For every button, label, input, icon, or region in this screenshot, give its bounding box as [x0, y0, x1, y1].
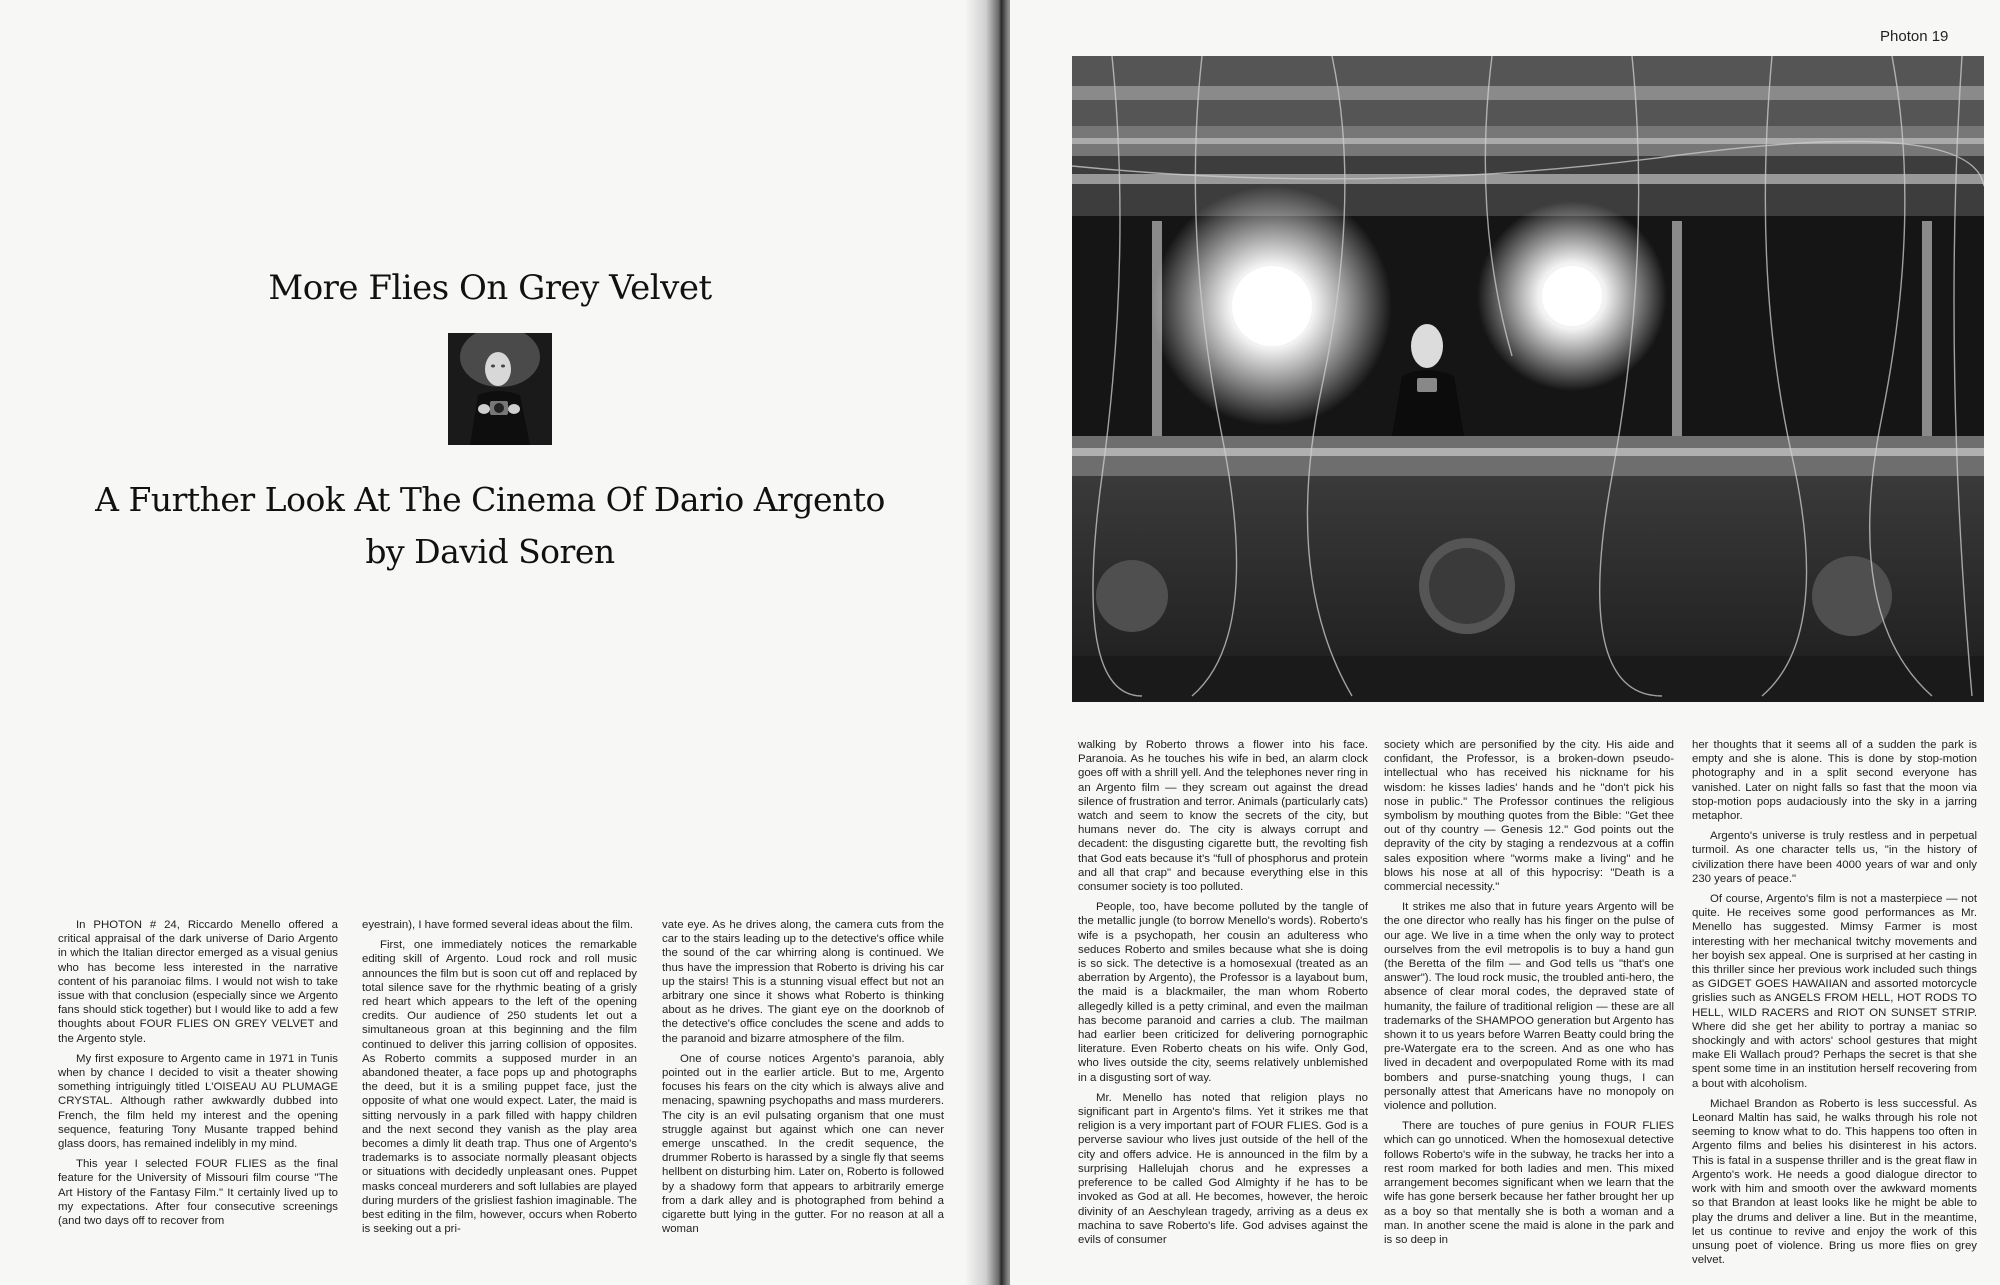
article-subtitle: A Further Look At The Cinema Of Dario Argento	[95, 480, 885, 519]
text-column-6	[1692, 738, 1977, 1273]
article-title: More Flies On Grey Velvet	[268, 268, 712, 308]
paragraph: Michael Brandon as Roberto is less successful. As Leonard Maltin has said, he walks through his role not seeming to know what to do. This happens too often in Argento films and belies his disinterest in his actors. This is fatal in a suspense thriller and is the great flaw in Argento's work. He needs a good dialogue director to work with him and smooth over the awkward moments so that Brandon at least looks like he might be able to play the drums and deliver a line. But in the meantime, let us continue to revive and enjoy the work of this unsung poet of violence. Bring us more flies on grey velvet.	[1692, 1097, 1977, 1267]
paragraph: There are touches of pure genius in FOUR FLIES which can go unnoticed. When the homosexual detective follows Roberto's wife in the subway, he tracks her into a rest room marked for both ladies and men. This mixed arrangement becomes significant when we learn that the wife has gone berserk because her father brought her up as a boy so that mentally she is both a woman and a man. In another scene the maid is alone in the park and is so deep in	[1384, 1120, 1674, 1246]
paragraph: First, one immediately notices the remarkable editing skill of Argento. Loud rock and roll music announces the film but is soon cut off and replaced by total silence save for the rhythmic beating of a grisly red heart which appears to the left of the opening credits. Our audience of 250 students let out a simultaneous groan at this beginning and the film continued to deliver this jarring collision of opposites. As Roberto commits a supposed murder in an abandoned theater, a face pops up and photographs the deed, but it is a smiling puppet face, just the opposite of what one would expect. Later, the maid is sitting nervously in a park filled with happy children and the next second they vanish as the play area becomes a dimly lit death trap. Thus one of Argento's trademarks is to associate normally pleasant objects or situations with decidedly unpleasant ones. Puppet masks conceal murderers and soft lullabies are played during murders of the grisliest fashion imaginable. The best editing in the film, however, occurs when Roberto is seeking out a pri-	[362, 939, 637, 1236]
paragraph: her thoughts that it seems all of a sudden the park is empty and she is alone. This is done by stop-motion photography and in a split second everyone has vanished. Later on night falls so fast that the moon via stop-motion pops audaciously into the sky in a jarring metaphor.	[1692, 739, 1977, 823]
right-page	[1010, 0, 2000, 1285]
text-column-4	[1078, 738, 1368, 1253]
paragraph: In PHOTON # 24, Riccardo Menello offered a critical appraisal of the dark universe of Dario Argento in which the Italian director emerged as a visual genius who has become less interested in the narrative content of his paranoiac films. I would not wish to take issue with that conclusion (especially since we Argento fans should stick together) but I would like to add a few thoughts about FOUR FLIES ON GREY VELVET and the Argento style.	[58, 919, 338, 1045]
paragraph: vate eye. As he drives along, the camera cuts from the car to the stairs leading up to the detective's office while the sound of the car whirring along is continued. We thus have the impression that Roberto is driving his car up the stairs! This is a stunning visual effect but not an arbitrary one since it shows what Roberto is thinking about as he drives. The giant eye on the doorknob of the detective's office concludes the scene and adds to the paranoid and bizarre atmosphere of the film.	[662, 919, 944, 1045]
paragraph: People, too, have become polluted by the tangle of the metallic jungle (to borrow Menello's words). Roberto's wife is a psychopath, her cousin an adulteress who seduces Roberto and smiles because what she is doing is so sick. The detective is a homosexual (treated as an aberration by Argento), the Professor is a layabout bum, the maid is a blackmailer, the man whom Roberto allegedly killed is a petty criminal, and even the mailman has become paranoid and carries a club. The mailman had earlier been criticized for delivering pornographic literature. Even Roberto cheats on his wife. Only God, who lives outside the city, seems relatively unblemished in a disgusting sort of way.	[1078, 901, 1368, 1084]
paragraph: Mr. Menello has noted that religion plays no significant part in Argento's films. Yet it strikes me that religion is a very important part of FOUR FLIES. God is a perverse saviour who lives just outside of the hell of the city and offers advice. He is announced in the film by a surprising Hallelujah chorus and he expresses a preference to be called God Almighty if he has to be invoked as God at all. He becomes, however, the heroic divinity of an Aeschylean tragedy, arriving as a deus ex machina to save Roberto's life. God advises against the evils of consumer	[1078, 1091, 1368, 1246]
theater-balcony-photo	[1072, 56, 1984, 702]
page-number: Photon 19	[1880, 28, 1949, 45]
article-byline: by David Soren	[365, 532, 615, 571]
paragraph: walking by Roberto throws a flower into his face. Paranoia. As he touches his wife in bed, an alarm clock goes off with a shrill yell. And the telephones never ring in an Argento film — they scream out against the dread silence of frustration and terror. Animals (particularly cats) watch and seem to know the secrets of the city, but humans never do. The city is always corrupt and decadent: the disgusting cigarette butt, the revolting fish that God eats because it's "full of phosphorus and protein and all that crap" and because everything else in this consumer society is too polluted.	[1078, 739, 1368, 894]
text-column-3	[662, 918, 944, 1242]
left-page	[0, 0, 980, 1285]
text-column-1	[58, 918, 338, 1234]
paragraph: Argento's universe is truly restless and in perpetual turmoil. As one character tells us, "in the history of civilization there have been 4000 years of war and only 230 years of peace."	[1692, 830, 1977, 885]
paragraph: Of course, Argento's film is not a masterpiece — not quite. He receives some good performances as Mr. Menello has suggested. Mimsy Farmer is most interesting with her mechanical twitchy movements and her boyish sex appeal. One is surprised at her casting in this thriller since her previous work included such things as GIDGET GOES HAWAIIAN and assorted motorcycle grislies such as ANGELS FROM HELL, HOT RODS TO HELL, WILD RACERS and RIOT ON SUNSET STRIP. Where did she get her ability to portray a maniac so shockingly and with actors' school gestures that might make Eli Wallach proud? Perhaps the secret is that she spent some time in an institution herself recovering from a bout with alcoholism.	[1692, 893, 1977, 1090]
paragraph: My first exposure to Argento came in 1971 in Tunis when by chance I decided to visit a theater showing something intriguingly titled L'OISEAU AU PLUMAGE CRYSTAL. Although rather awkwardly dubbed into French, the film held my interest and the opening sequence, featuring Tony Musante trapped behind glass doors, has remained indelibly in my mind.	[58, 1052, 338, 1151]
paragraph: One of course notices Argento's paranoia, ably pointed out in the earlier article. But to me, Argento focuses his fears on the city which is always alive and menacing, spawning psychopaths and mass murderers. The city is an evil pulsating organism that one must struggle against but against which one can never emerge unscathed. In the credit sequence, the drummer Roberto is harassed by a single fly that seems hellbent on disturbing him. Later on, Roberto is followed by a shadowy form that appears to arbitrarily emerge from a dark alley and is photographed from behind a cigarette butt lying in the gutter. For no reason at all a woman	[662, 1052, 944, 1236]
masked-photographer-thumbnail	[448, 333, 552, 445]
paragraph: This year I selected FOUR FLIES as the final feature for the University of Missouri film course "The Art History of the Fantasy Film." It certainly lived up to my expectations. After four consecutive screenings (and two days off to recover from	[58, 1158, 338, 1228]
paragraph: eyestrain), I have formed several ideas about the film.	[362, 919, 633, 931]
paragraph: society which are personified by the city. His aide and confidant, the Professor, is a broken-down pseudo-intellectual who has received his nickname for his wisdom: he kisses ladies' hands and he "don't pick his nose in public." The Professor continues the religious symbolism by mouthing quotes from the Bible: "Get thee out of thy country — Genesis 12." God points out the depravity of the city by staging a rendezvous at a coffin sales exposition where "worms make a living" and he blows his nose at all of this hypocrisy: "Death is a commercial necessity."	[1384, 739, 1674, 894]
text-column-2	[362, 918, 637, 1242]
paragraph: It strikes me also that in future years Argento will be the one director who really has his finger on the pulse of our age. We live in a time when the only way to protect ourselves from the evil metropolis is to buy a hand gun (the Beretta of the film — and God tells us "that's one answer"). The loud rock music, the troubled anti-hero, the absence of clear moral codes, the depraved state of humanity, the failure of traditional religion — these are all trademarks of the SHAMPOO generation but Argento has shown it to us years before Warren Beatty could bring the pre-Watergate era to the screen. And as one who has lived in decadent and overpopulated Rome with its mad bombers and purse-snatching young thugs, I can personally attest that Americans have no monopoly on violence and pollution.	[1384, 901, 1674, 1113]
text-column-5	[1384, 738, 1674, 1253]
